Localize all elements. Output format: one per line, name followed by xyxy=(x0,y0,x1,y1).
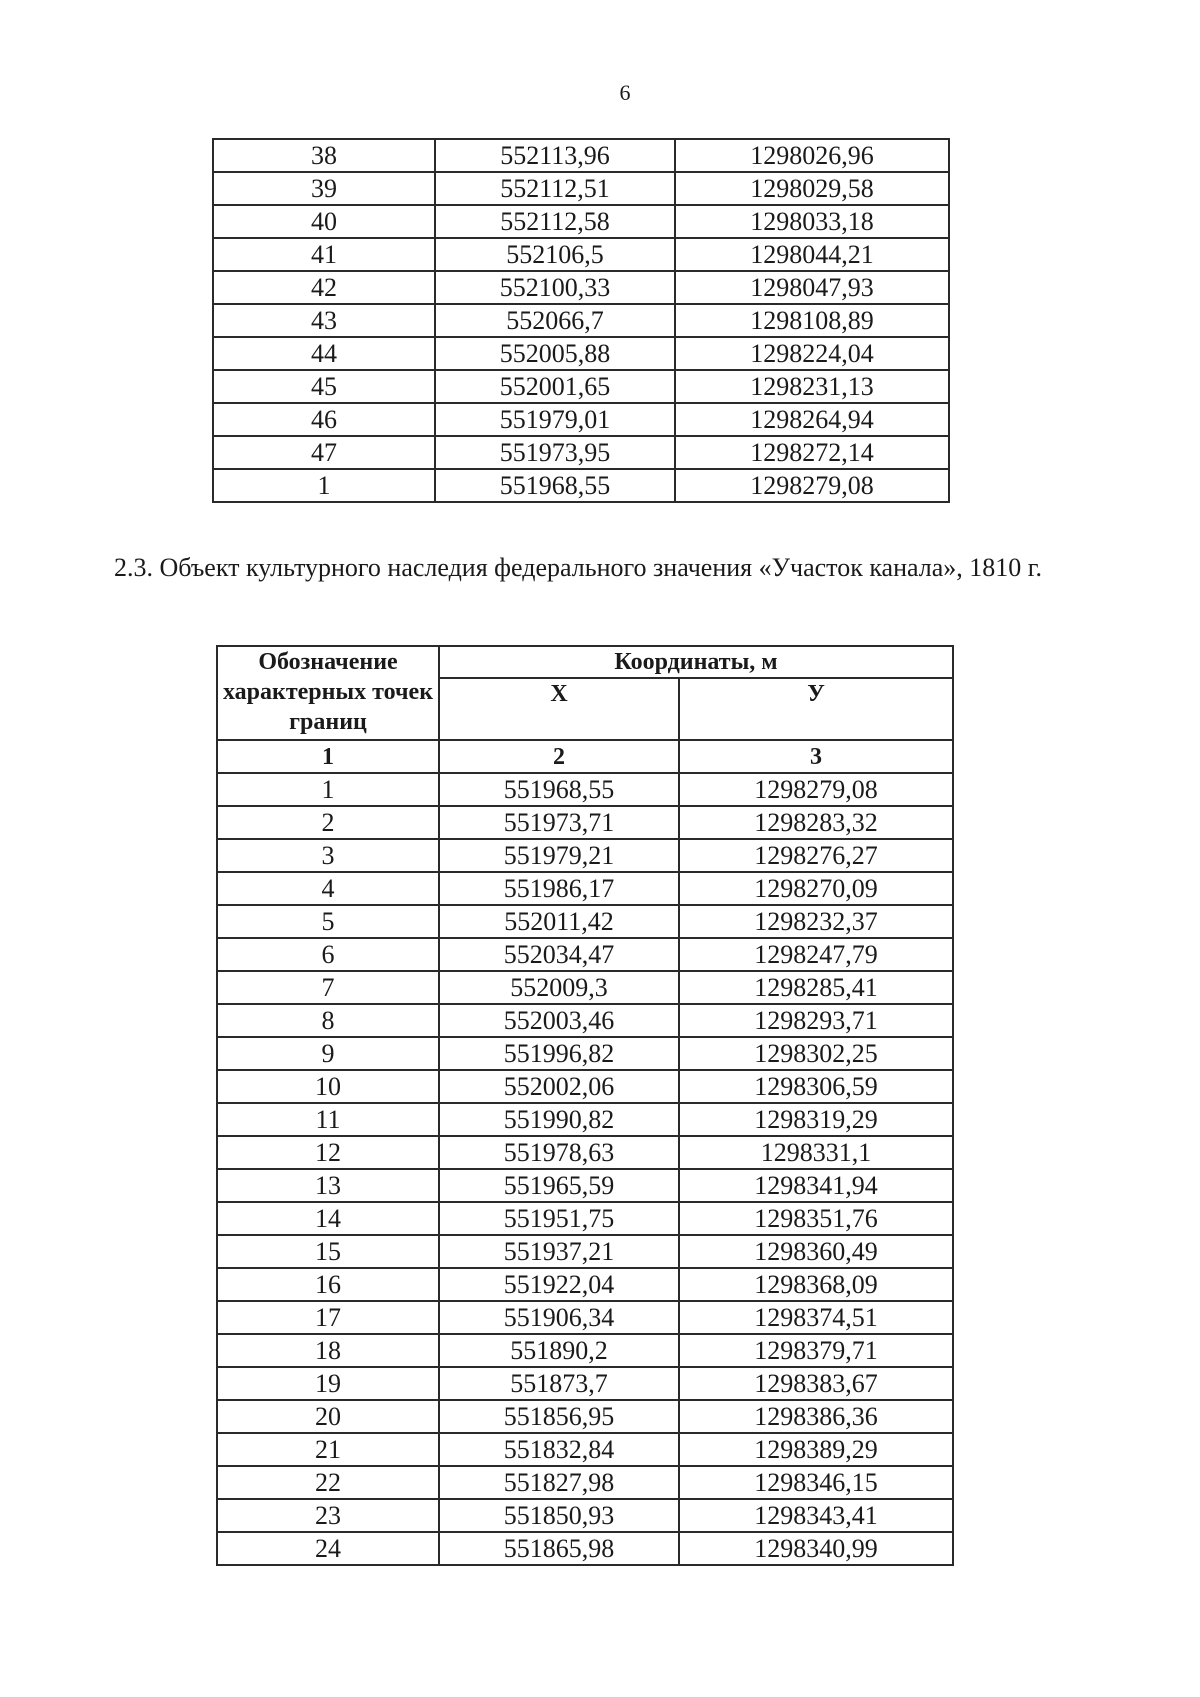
point-number-cell: 18 xyxy=(217,1334,439,1367)
y-coordinate-cell: 1298272,14 xyxy=(675,436,949,469)
x-coordinate-cell: 552001,65 xyxy=(435,370,675,403)
x-coordinate-cell: 551873,7 xyxy=(439,1367,679,1400)
x-coordinate-cell: 551979,21 xyxy=(439,839,679,872)
x-coordinate-cell: 551968,55 xyxy=(435,469,675,502)
x-coordinate-cell: 552005,88 xyxy=(435,337,675,370)
x-coordinate-cell: 551951,75 xyxy=(439,1202,679,1235)
table-row xyxy=(217,1202,953,1235)
table-row xyxy=(217,938,953,971)
x-coordinate-cell: 551990,82 xyxy=(439,1103,679,1136)
y-coordinate-cell: 1298033,18 xyxy=(675,205,949,238)
table-row xyxy=(217,1070,953,1103)
x-coordinate-cell: 552003,46 xyxy=(439,1004,679,1037)
table-row xyxy=(217,839,953,872)
y-coordinate-cell: 1298293,71 xyxy=(679,1004,953,1037)
x-coordinate-cell: 551965,59 xyxy=(439,1169,679,1202)
point-number-cell: 40 xyxy=(213,205,435,238)
point-number-cell: 14 xyxy=(217,1202,439,1235)
x-coordinate-cell: 551906,34 xyxy=(439,1301,679,1334)
x-coordinate-cell: 551832,84 xyxy=(439,1433,679,1466)
table-row xyxy=(217,773,953,806)
y-coordinate-cell: 1298386,36 xyxy=(679,1400,953,1433)
y-coordinate-cell: 1298341,94 xyxy=(679,1169,953,1202)
table-row xyxy=(217,1037,953,1070)
column-number: 2 xyxy=(439,740,679,773)
point-number-cell: 2 xyxy=(217,806,439,839)
x-coordinate-cell: 551973,71 xyxy=(439,806,679,839)
point-number-cell: 24 xyxy=(217,1532,439,1565)
x-coordinate-cell: 551890,2 xyxy=(439,1334,679,1367)
point-number-cell: 9 xyxy=(217,1037,439,1070)
table-row xyxy=(217,971,953,1004)
x-coordinate-cell: 552002,06 xyxy=(439,1070,679,1103)
table-row xyxy=(217,806,953,839)
y-coordinate-cell: 1298351,76 xyxy=(679,1202,953,1235)
table-row xyxy=(213,205,949,238)
table-row xyxy=(217,1235,953,1268)
table-row xyxy=(213,370,949,403)
x-coordinate-cell: 551937,21 xyxy=(439,1235,679,1268)
point-number-cell: 15 xyxy=(217,1235,439,1268)
point-number-cell: 41 xyxy=(213,238,435,271)
y-coordinate-cell: 1298285,41 xyxy=(679,971,953,1004)
point-number-cell: 46 xyxy=(213,403,435,436)
y-coordinate-cell: 1298270,09 xyxy=(679,872,953,905)
table-row xyxy=(217,1136,953,1169)
point-number-cell: 8 xyxy=(217,1004,439,1037)
section-heading: 2.3. Объект культурного наследия федерального значения «Участок канала», 1810 г. xyxy=(114,553,1043,582)
x-header: X xyxy=(439,678,679,740)
y-coordinate-cell: 1298276,27 xyxy=(679,839,953,872)
table-row xyxy=(217,1103,953,1136)
point-number-cell: 47 xyxy=(213,436,435,469)
x-coordinate-cell: 551978,63 xyxy=(439,1136,679,1169)
y-coordinate-cell: 1298026,96 xyxy=(675,139,949,172)
table-row xyxy=(217,1400,953,1433)
point-number-cell: 16 xyxy=(217,1268,439,1301)
y-coordinate-cell: 1298047,93 xyxy=(675,271,949,304)
table-row xyxy=(217,1367,953,1400)
table-row xyxy=(213,271,949,304)
y-header: У xyxy=(679,678,953,740)
table-row xyxy=(217,1301,953,1334)
x-coordinate-cell: 551827,98 xyxy=(439,1466,679,1499)
table-row xyxy=(217,905,953,938)
coordinates-table xyxy=(216,645,954,1566)
y-coordinate-cell: 1298368,09 xyxy=(679,1268,953,1301)
point-number-cell: 1 xyxy=(217,773,439,806)
table-row xyxy=(213,436,949,469)
point-designation-header: Обозначение характерных точек границ xyxy=(217,646,439,740)
point-number-cell: 39 xyxy=(213,172,435,205)
table-row xyxy=(217,1268,953,1301)
y-coordinate-cell: 1298383,67 xyxy=(679,1367,953,1400)
point-number-cell: 22 xyxy=(217,1466,439,1499)
table-row xyxy=(217,872,953,905)
x-coordinate-cell: 552112,58 xyxy=(435,205,675,238)
x-coordinate-cell: 551979,01 xyxy=(435,403,675,436)
table-row xyxy=(217,1169,953,1202)
y-coordinate-cell: 1298044,21 xyxy=(675,238,949,271)
point-number-cell: 23 xyxy=(217,1499,439,1532)
point-number-cell: 38 xyxy=(213,139,435,172)
x-coordinate-cell: 552112,51 xyxy=(435,172,675,205)
x-coordinate-cell: 551856,95 xyxy=(439,1400,679,1433)
column-number-row xyxy=(217,740,953,773)
y-coordinate-cell: 1298331,1 xyxy=(679,1136,953,1169)
table-row xyxy=(213,238,949,271)
y-coordinate-cell: 1298279,08 xyxy=(675,469,949,502)
y-coordinate-cell: 1298302,25 xyxy=(679,1037,953,1070)
x-coordinate-cell: 552113,96 xyxy=(435,139,675,172)
y-coordinate-cell: 1298340,99 xyxy=(679,1532,953,1565)
coordinates-table-continued xyxy=(212,138,950,503)
coordinates-header: Координаты, м xyxy=(439,646,953,678)
y-coordinate-cell: 1298231,13 xyxy=(675,370,949,403)
x-coordinate-cell: 551996,82 xyxy=(439,1037,679,1070)
column-number: 3 xyxy=(679,740,953,773)
table-row xyxy=(213,403,949,436)
table-row xyxy=(217,1334,953,1367)
point-number-cell: 45 xyxy=(213,370,435,403)
page-number: 6 xyxy=(619,80,631,105)
point-number-cell: 43 xyxy=(213,304,435,337)
point-number-cell: 20 xyxy=(217,1400,439,1433)
table-row xyxy=(217,1499,953,1532)
table-row xyxy=(217,1004,953,1037)
point-number-cell: 7 xyxy=(217,971,439,1004)
x-coordinate-cell: 552100,33 xyxy=(435,271,675,304)
point-number-cell: 5 xyxy=(217,905,439,938)
x-coordinate-cell: 551968,55 xyxy=(439,773,679,806)
x-coordinate-cell: 552106,5 xyxy=(435,238,675,271)
x-coordinate-cell: 551850,93 xyxy=(439,1499,679,1532)
y-coordinate-cell: 1298389,29 xyxy=(679,1433,953,1466)
table-row xyxy=(217,1532,953,1565)
point-number-cell: 11 xyxy=(217,1103,439,1136)
table-header xyxy=(217,646,953,773)
x-coordinate-cell: 552066,7 xyxy=(435,304,675,337)
y-coordinate-cell: 1298279,08 xyxy=(679,773,953,806)
table-body xyxy=(217,773,953,1565)
table-row xyxy=(217,1466,953,1499)
x-coordinate-cell: 552009,3 xyxy=(439,971,679,1004)
x-coordinate-cell: 552011,42 xyxy=(439,905,679,938)
table-row xyxy=(213,304,949,337)
y-coordinate-cell: 1298283,32 xyxy=(679,806,953,839)
point-number-cell: 6 xyxy=(217,938,439,971)
point-number-cell: 3 xyxy=(217,839,439,872)
y-coordinate-cell: 1298343,41 xyxy=(679,1499,953,1532)
y-coordinate-cell: 1298306,59 xyxy=(679,1070,953,1103)
point-number-cell: 12 xyxy=(217,1136,439,1169)
table-body xyxy=(213,139,949,502)
y-coordinate-cell: 1298029,58 xyxy=(675,172,949,205)
y-coordinate-cell: 1298374,51 xyxy=(679,1301,953,1334)
y-coordinate-cell: 1298319,29 xyxy=(679,1103,953,1136)
table-row xyxy=(217,1433,953,1466)
x-coordinate-cell: 551986,17 xyxy=(439,872,679,905)
column-number: 1 xyxy=(217,740,439,773)
point-number-cell: 4 xyxy=(217,872,439,905)
point-number-cell: 19 xyxy=(217,1367,439,1400)
y-coordinate-cell: 1298232,37 xyxy=(679,905,953,938)
x-coordinate-cell: 552034,47 xyxy=(439,938,679,971)
y-coordinate-cell: 1298264,94 xyxy=(675,403,949,436)
point-number-cell: 42 xyxy=(213,271,435,304)
point-number-cell: 44 xyxy=(213,337,435,370)
x-coordinate-cell: 551922,04 xyxy=(439,1268,679,1301)
table-row xyxy=(213,139,949,172)
y-coordinate-cell: 1298247,79 xyxy=(679,938,953,971)
point-number-cell: 21 xyxy=(217,1433,439,1466)
point-number-cell: 13 xyxy=(217,1169,439,1202)
y-coordinate-cell: 1298346,15 xyxy=(679,1466,953,1499)
x-coordinate-cell: 551865,98 xyxy=(439,1532,679,1565)
table-row xyxy=(213,172,949,205)
table-row xyxy=(213,337,949,370)
y-coordinate-cell: 1298224,04 xyxy=(675,337,949,370)
x-coordinate-cell: 551973,95 xyxy=(435,436,675,469)
point-number-cell: 1 xyxy=(213,469,435,502)
y-coordinate-cell: 1298108,89 xyxy=(675,304,949,337)
y-coordinate-cell: 1298379,71 xyxy=(679,1334,953,1367)
point-number-cell: 10 xyxy=(217,1070,439,1103)
table-row xyxy=(213,469,949,502)
point-number-cell: 17 xyxy=(217,1301,439,1334)
y-coordinate-cell: 1298360,49 xyxy=(679,1235,953,1268)
